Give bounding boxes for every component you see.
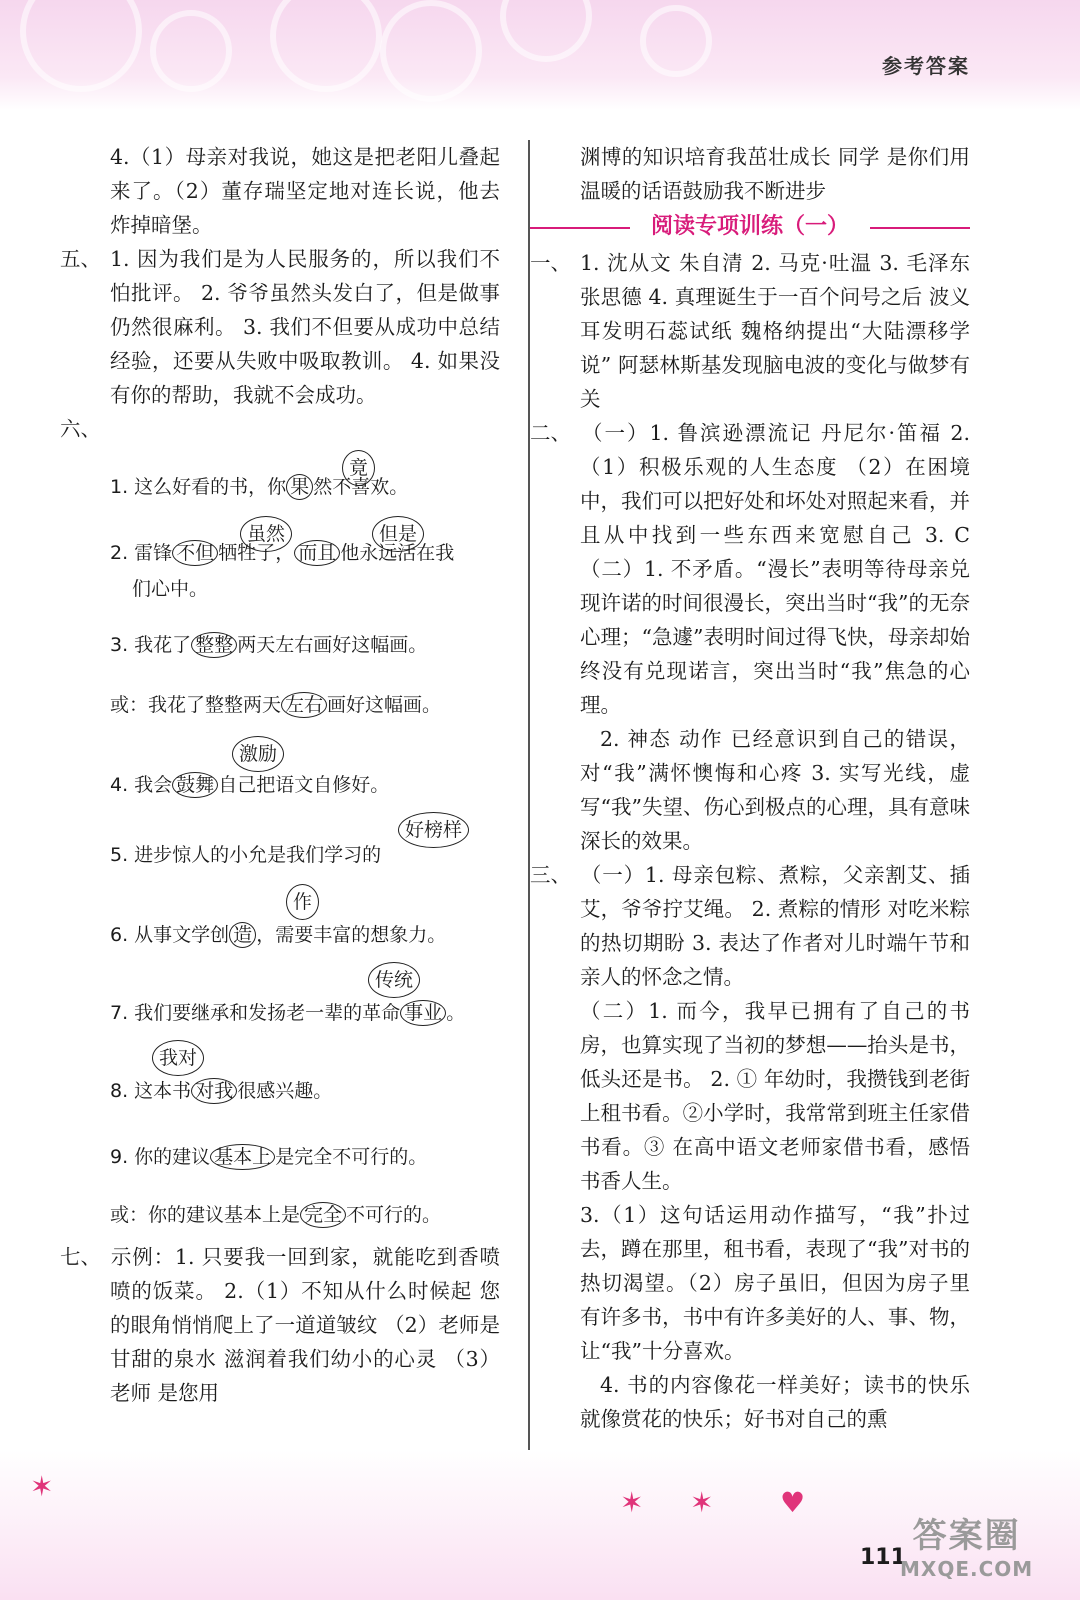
star-decoration-icon: ✶ [690,1486,714,1519]
sentence-text: 这本书 [134,1080,192,1102]
correction-6 [60,880,500,960]
decor-bubble [380,0,482,102]
decor-bubble [270,0,382,92]
sentence-text: 3. 我花了 [110,634,192,656]
watermark-url: MXQE.COM [900,1557,1034,1581]
circled-word: 基本上 [210,1144,275,1170]
sentence-text: 5. 进步惊人的小允是我们学习的 [110,844,382,866]
circled-word: 鼓舞 [172,772,218,798]
section-2-text: （一）1. 鲁滨逊漂流记 丹尼尔·笛福 2.（1）积极乐观的人生态度 （2）在困境中，我们可以把好处和坏处对照起来看，并且从中找到一些东西来宽慰自己 3. C （二）1. 不矛盾。“漫长”表明等待母亲兑现许诺的时间很漫长，突出当时“我”的无奈心理；“急遽”表明时间过得飞快，母亲却始终没有兑现诺言，突出当时“我”焦急的心理。 [580,421,970,717]
sentence-text: 8. [110,1080,135,1102]
section-title [530,210,970,244]
sentence-text: 然不喜欢。 [313,476,409,498]
section-3-part-4: 4. 书的内容像花一样美好；读书的快乐就像赏花的快乐；好书对自己的熏 [580,1373,970,1431]
section-1-label: 一、 [530,251,571,275]
correction-note: 虽然 [240,516,292,552]
correction-note: 传统 [368,962,420,998]
section-2 [530,416,970,722]
correction-9 [60,1116,500,1182]
decor-bubble [150,10,232,92]
sentence-text: 7. 我们要继承和发扬老一辈的革命 [110,1002,401,1024]
section-5-text: 1. 因为我们是为人民服务的，所以我们不怕批评。 2. 爷爷虽然头发白了，但是做事仍然很麻利。 3. 我们不但要从成功中总结经验，还要从失败中吸取教训。 4. 如果没有你的帮助，我就不会成功。 [110,247,500,407]
correction-note: 激励 [232,736,284,772]
sentence-text: 画好这幅画。 [327,694,442,716]
section-1-text: 1. 沈从文 朱自清 2. 马克·吐温 3. 毛泽东 张思德 4. 真理诞生于一百个问号之后 波义耳发明石蕊试纸 魏格纳提出“大陆漂移学说” 阿瑟林斯基发现脑电波的变化与做梦有关 [580,251,970,411]
circled-word: 左右 [281,692,327,718]
left-column [60,140,500,1410]
circled-word: 不但 [172,540,218,566]
sentence-text: 。 [446,1002,466,1024]
correction-8 [60,1038,500,1116]
answer-4-paragraph: 4.（1）母亲对我说，她这是把老阳儿叠起来了。（2）董存瑞坚定地对连长说，他去炸掉暗堡。 [110,145,500,237]
sentence-text: 他永远活在我 [340,542,455,564]
circled-word: 造 [229,922,256,948]
section-3-text: （一）1. 母亲包粽、煮粽，父亲割艾、插艾，爷爷拧艾绳。 2. 煮粽的情形 对吃米粽的热切期盼 3. 表达了作者对儿时端午节和亲人的怀念之情。 [580,863,970,989]
circled-word: 整整 [191,632,237,658]
section-1 [530,246,970,416]
section-3 [530,858,970,994]
sentence-text: 们心中。 [132,578,209,600]
circled-word: 对我 [191,1078,237,1104]
circled-word: 事业 [400,1000,446,1026]
section-6-label: 六、 [60,417,101,441]
sentence-text: 很感兴趣。 [237,1080,333,1102]
sentence-text: 4. 我会 [110,774,173,796]
correction-1 [60,446,500,512]
sentence-text: 不可行的。 [346,1204,442,1226]
correction-note: 但是 [372,516,424,552]
correction-note: 好榜样 [398,812,469,848]
section-3-label: 三、 [530,863,571,887]
correction-2 [60,512,500,612]
correction-9-alt [60,1182,500,1240]
header-answer-label: 参考答案 [882,54,970,78]
right-column [530,140,970,1436]
star-decoration-icon: ✶ [30,1470,54,1503]
section-title-text: 阅读专项训练（一） [650,214,849,239]
section-3-part-2: （二）1. 而今，我早已拥有了自己的书房，也算实现了当初的梦想——抬头是书，低头还是书。 2. ① 年幼时，我攒钱到老街上租书看。②小学时，我常常到班主任家借书看。③ 在高中语文老师家借书看，感悟书香人生。 [580,999,970,1193]
sentence-text: 或：我花了整整两天 [110,694,282,716]
correction-5 [60,810,500,880]
circled-word: 果 [286,474,313,500]
section-5 [60,242,500,412]
star-decoration-icon: ✶ [620,1486,644,1519]
correction-7 [60,960,500,1038]
sentence-text: 或：你的建议基本上是 [110,1204,301,1226]
section-2-part-2: 2. 神态 动作 已经意识到自己的错误，对“我”满怀懊悔和心疼 3. 实写光线，虚写“我”失望、伤心到极点的心理，具有意味深长的效果。 [580,727,970,853]
section-7-text: 示例：1. 只要我一回到家，就能吃到香喷喷的饭菜。 2.（1）不知从什么时候起 您的眼角悄悄爬上了一道道皱纹 （2）老师是甘甜的泉水 滋润着我们幼小的心灵 （3）老师 是您用 [110,1245,500,1405]
sentence-text: 2. 雷锋 [110,542,173,564]
correction-3 [60,612,500,670]
correction-note: 作 [286,884,319,920]
sentence-text: 1. 这么好看的书，你 [110,476,287,498]
sentence-text: 6. 从事文学创 [110,924,230,946]
continuation-text: 渊博的知识培育我茁壮成长 同学 是你们用温暖的话语鼓励我不断进步 [580,145,970,203]
sentence-text: 自己把语文自修好。 [218,774,390,796]
correction-3-alt [60,670,500,730]
watermark-text: 答案圈 [912,1516,1021,1556]
decor-bubble [500,0,592,62]
section-7-label: 七、 [60,1245,101,1269]
decor-bubble [640,5,712,77]
correction-note: 我对 [152,1040,204,1076]
section-5-label: 五、 [60,247,101,271]
correction-4 [60,730,500,810]
sentence-text: 两天左右画好这幅画。 [237,634,428,656]
circled-word: 而且 [294,540,340,566]
watermark-logo [900,1508,1033,1581]
circled-word: 完全 [300,1202,346,1228]
sentence-text: ，需要丰富的想象力。 [256,924,447,946]
decor-bubble [20,0,142,92]
heart-decoration-icon: ♥ [780,1486,806,1519]
sentence-text: 牺牲了， [218,542,295,564]
section-2-label: 二、 [530,421,571,445]
section-7 [60,1240,500,1410]
sentence-text: 9. 你的建议 [110,1146,211,1168]
correction-note: 竟 [342,450,375,486]
sentence-text: 是完全不可行的。 [275,1146,428,1168]
page-number: 111 [860,1545,906,1570]
section-3-part-3: 3.（1）这句话运用动作描写，“我”扑过去，蹲在那里，租书看，表现了“我”对书的热切渴望。（2）房子虽旧，但因为房子里有许多书，书中有许多美好的人、事、物，让“我”十分喜欢。 [580,1203,970,1363]
